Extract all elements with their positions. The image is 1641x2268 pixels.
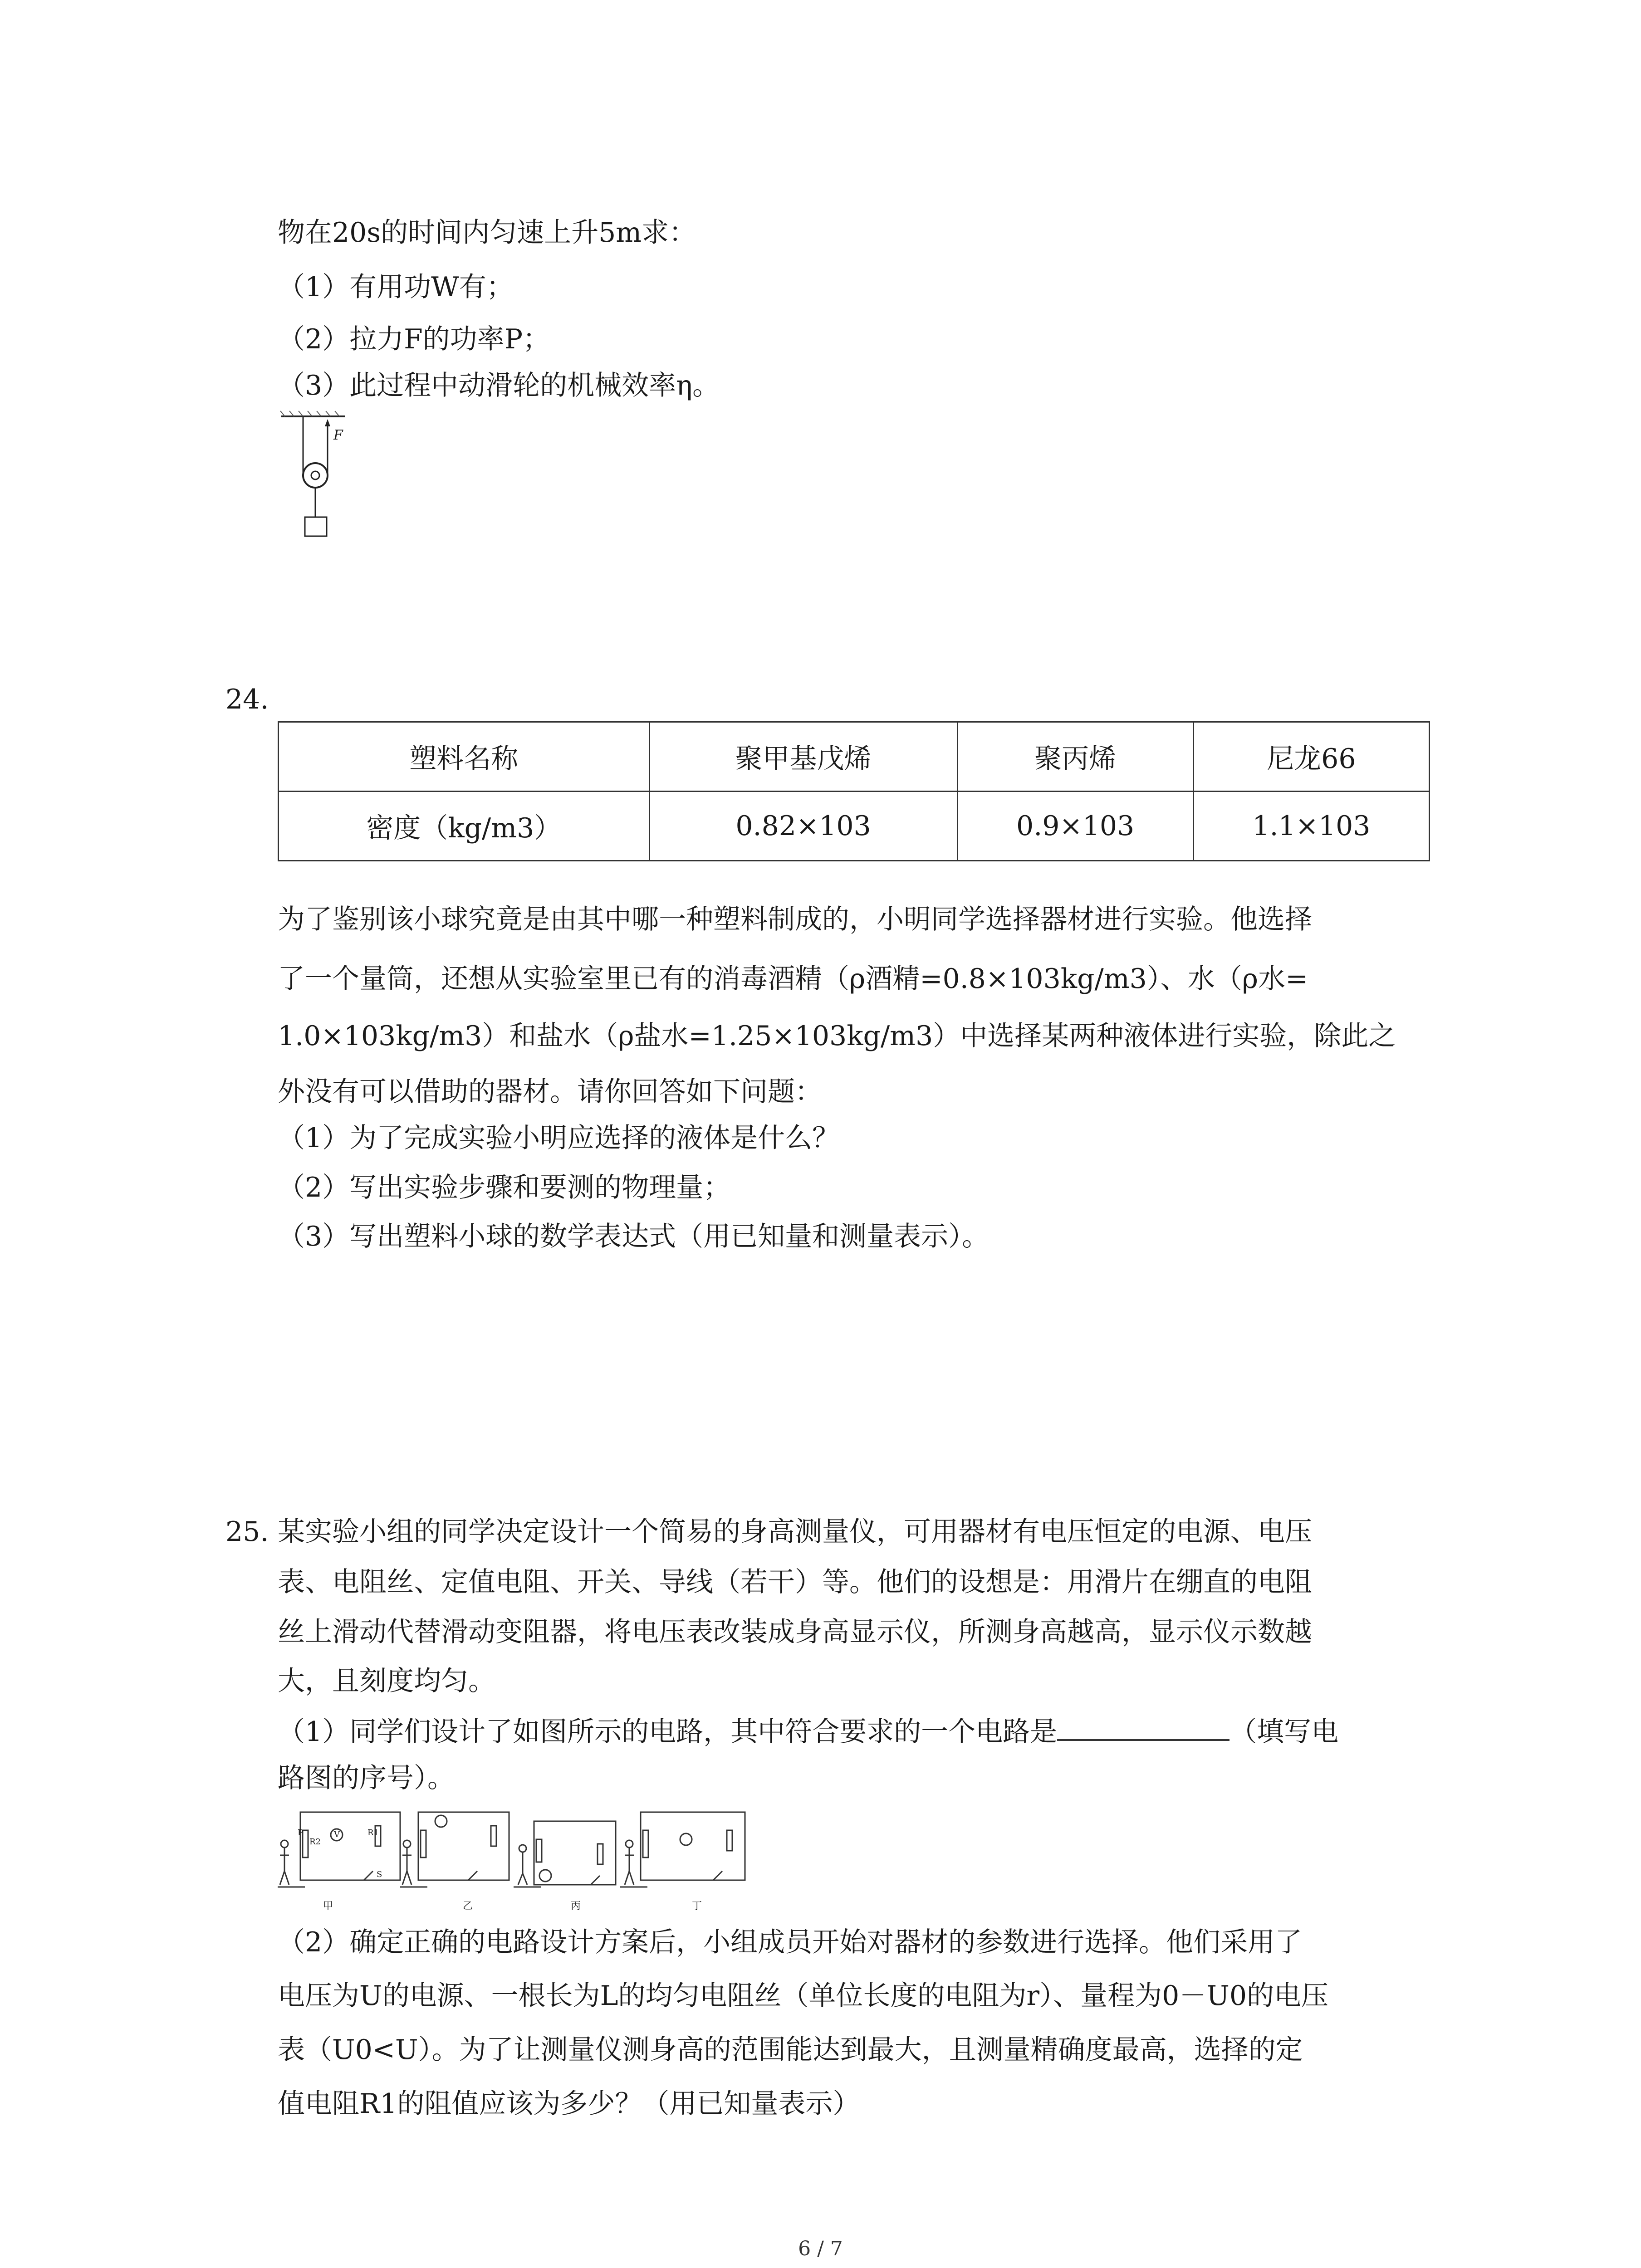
q23-line-2: （1）有用功W有； [278, 271, 514, 303]
q25-line-4: 大，且刻度均匀。 [278, 1665, 495, 1697]
q24-number: 24. [225, 684, 269, 715]
q24-line-3: 1.0×103kg/m3）和盐水（ρ盐水=1.25×103kg/m3）中选择某两种液体进行实验，除此之 [278, 1020, 1396, 1052]
table-row [279, 792, 1430, 861]
q25-sub2-line-1: （2）确定正确的电路设计方案后，小组成员开始对器材的参数进行选择。他们采用了 [278, 1926, 1303, 1958]
answer-blank[interactable] [1057, 1712, 1230, 1741]
circuit-label-bing: 丙 [571, 1901, 581, 1912]
q25-sub1-after: （填写电 [1230, 1716, 1339, 1748]
q24-line-5: （1）为了完成实验小明应选择的液体是什么？ [278, 1122, 840, 1154]
circuit-label-yi: 乙 [463, 1901, 473, 1912]
q25-line-3: 丝上滑动代替滑动变阻器，将电压表改装成身高显示仪，所测身高越高，显示仪示数越 [278, 1616, 1312, 1648]
q24-line-1: 为了鉴别该小球究竟是由其中哪一种塑料制成的，小明同学选择器材进行实验。他选择 [278, 904, 1312, 935]
q24-line-6: （2）写出实验步骤和要测的物理量； [278, 1172, 731, 1203]
pulley-figure [277, 408, 367, 544]
q25-number: 25. [225, 1516, 269, 1548]
q25-line-2: 表、电阻丝、定值电阻、开关、导线（若干）等。他们的设想是：用滑片在绷直的电阻 [278, 1566, 1312, 1598]
q24-line-7: （3）写出塑料小球的数学表达式（用已知量和测量表示）。 [278, 1221, 989, 1252]
density-table [278, 721, 1430, 861]
q25-sub2-line-4: 值电阻R1的阻值应该为多少？（用已知量表示） [278, 2088, 860, 2120]
table-cell: 聚甲基戊烯 [649, 722, 957, 792]
q23-line-1: 物在20s的时间内匀速上升5m求： [278, 217, 696, 249]
table-cell: 尼龙66 [1193, 722, 1429, 792]
circuit-label-jia: 甲 [323, 1901, 333, 1912]
page-number: 6 / 7 [798, 2237, 843, 2260]
q23-line-4: （3）此过程中动滑轮的机械效率η。 [278, 370, 720, 401]
q24-line-4: 外没有可以借助的器材。请你回答如下问题： [278, 1076, 822, 1108]
table-cell: 0.9×103 [957, 792, 1193, 861]
circuit-diagrams [278, 1803, 768, 1907]
q25-sub1-line2: 路图的序号）。 [278, 1762, 455, 1794]
circuit-label-ding: 丁 [692, 1901, 702, 1912]
q25-sub1-text: （1）同学们设计了如图所示的电路，其中符合要求的一个电路是 [278, 1716, 1058, 1748]
q25-sub1 [278, 1712, 1338, 1750]
table-row [279, 722, 1430, 792]
q25-sub2-line-2: 电压为U的电源、一根长为L的均匀电阻丝（单位长度的电阻为r）、量程为0－U0的电压 [278, 1980, 1329, 2012]
q25-sub2-line-3: 表（U0<U）。为了让测量仪测身高的范围能达到最大，且测量精确度最高，选择的定 [278, 2034, 1303, 2066]
table-cell: 塑料名称 [279, 722, 650, 792]
label-s: S [377, 1870, 382, 1879]
force-label: F [333, 427, 343, 443]
label-v: V [334, 1830, 340, 1839]
label-p: P [298, 1828, 304, 1838]
label-r1: R1 [367, 1828, 379, 1838]
table-cell: 密度（kg/m3） [279, 792, 650, 861]
label-r2: R2 [309, 1837, 321, 1847]
table-cell: 聚丙烯 [957, 722, 1193, 792]
q24-line-2: 了一个量筒，还想从实验室里已有的消毒酒精（ρ酒精=0.8×103kg/m3）、水（ρ水= [278, 963, 1308, 995]
table-cell: 0.82×103 [649, 792, 957, 861]
q25-line-1: 某实验小组的同学决定设计一个简易的身高测量仪，可用器材有电压恒定的电源、电压 [278, 1516, 1312, 1548]
q23-line-3: （2）拉力F的功率P； [278, 323, 550, 355]
table-cell: 1.1×103 [1193, 792, 1429, 861]
